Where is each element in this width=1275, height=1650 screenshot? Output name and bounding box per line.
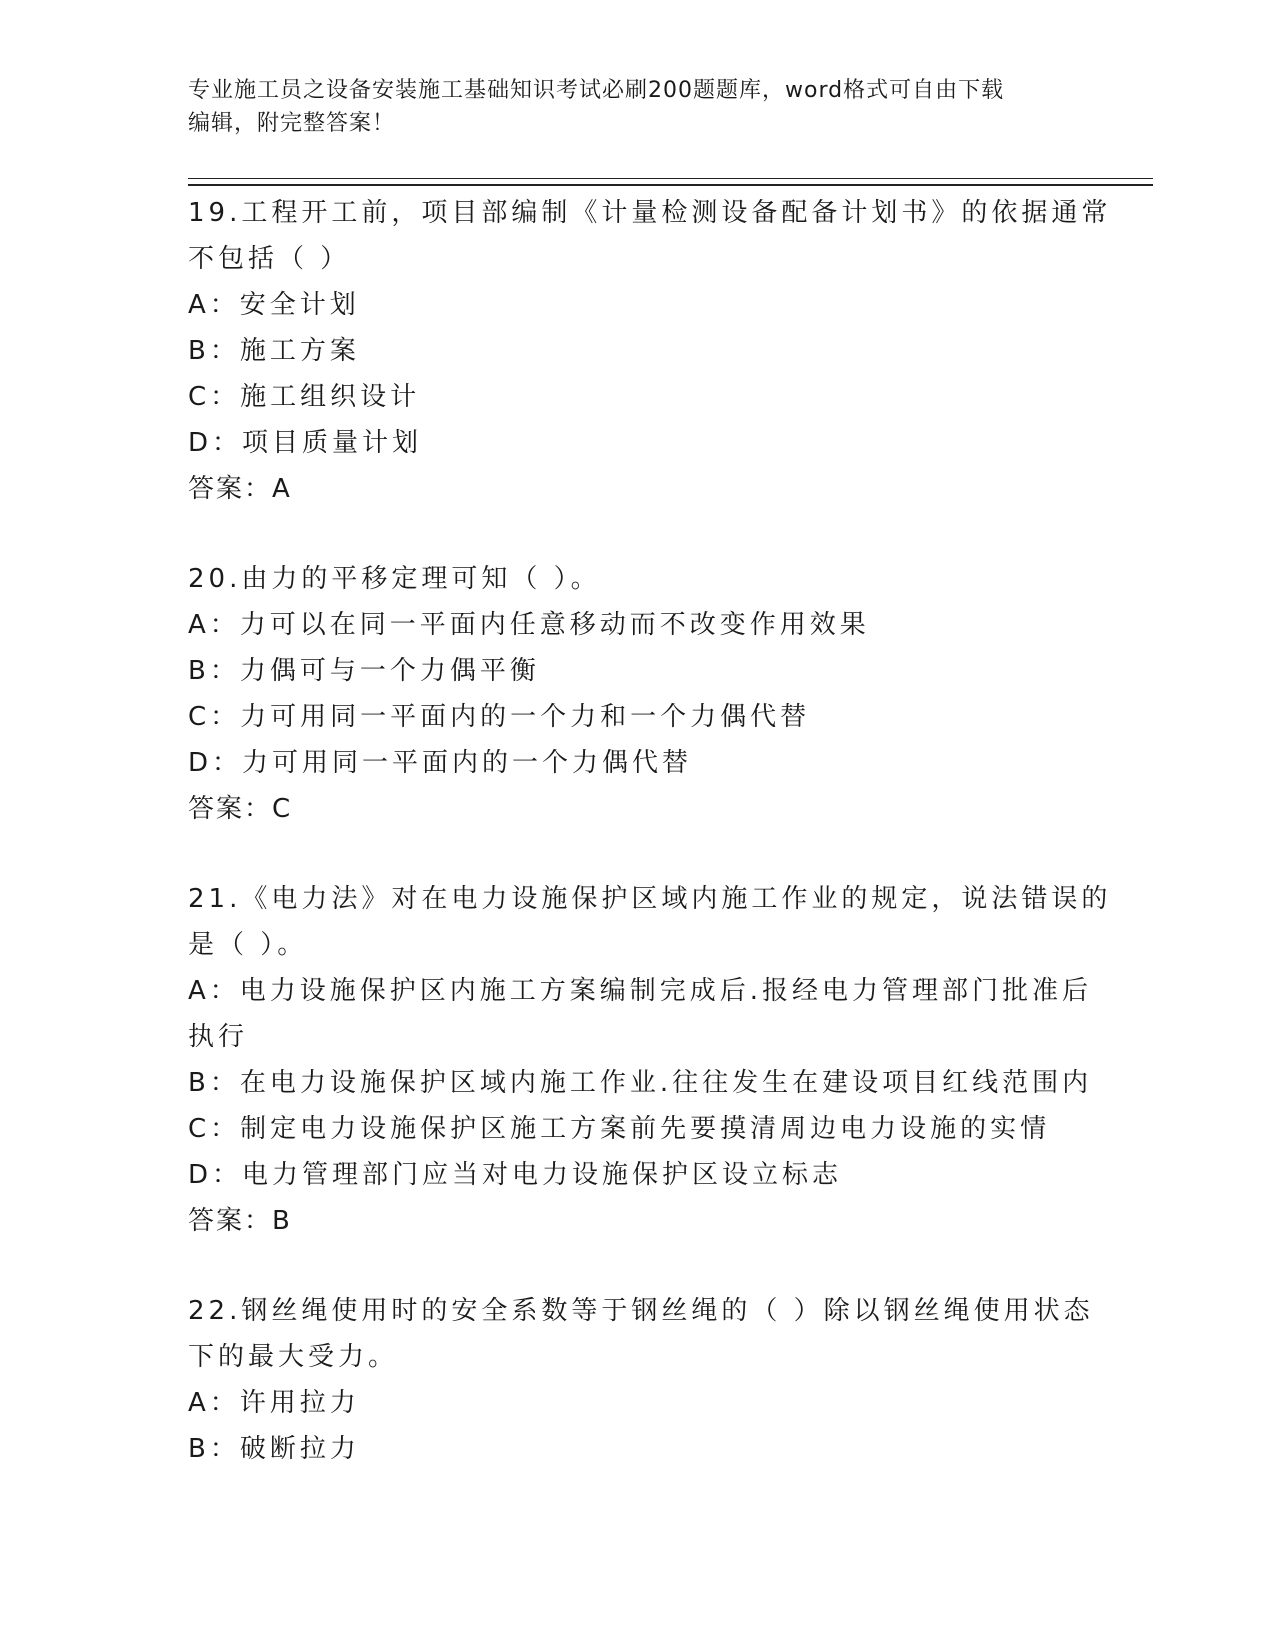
question-21	[188, 876, 1112, 1244]
question-stem-line: 下的最大受力。	[188, 1342, 399, 1372]
question-list	[188, 190, 1112, 1472]
answer-label: 答案：A	[188, 474, 292, 504]
option-d: D：项目质量计划	[188, 428, 423, 458]
question-stem-line: 21.《电力法》对在电力设施保护区域内施工作业的规定，说法错误的	[188, 884, 1112, 914]
option-c: C：施工组织设计	[188, 382, 421, 412]
header-rule	[188, 178, 1153, 186]
header-line-1: 专业施工员之设备安装施工基础知识考试必刷200题题库，word格式可自由下载	[188, 78, 1005, 103]
answer-label: 答案：C	[188, 794, 293, 824]
option-b: B：在电力设施保护区域内施工作业.往往发生在建设项目红线范围内	[188, 1068, 1093, 1098]
document-header	[188, 74, 1068, 140]
option-d: D：力可用同一平面内的一个力偶代替	[188, 748, 693, 778]
option-a: A：安全计划	[188, 290, 360, 320]
option-c: C：力可用同一平面内的一个力和一个力偶代替	[188, 702, 811, 732]
question-stem-line: 20.由力的平移定理可知（ ）。	[188, 564, 601, 594]
question-stem-line: 19.工程开工前，项目部编制《计量检测设备配备计划书》的依据通常	[188, 198, 1112, 228]
option-b: B：力偶可与一个力偶平衡	[188, 656, 540, 686]
option-a: A：许用拉力	[188, 1388, 360, 1418]
header-line-2: 编辑，附完整答案！	[188, 111, 396, 136]
question-stem-line: 是（ ）。	[188, 930, 308, 960]
question-gap	[188, 1244, 1088, 1288]
question-22	[188, 1288, 1094, 1472]
question-gap	[188, 512, 1088, 556]
option-b: B：破断拉力	[188, 1434, 360, 1464]
option-c: C：制定电力设施保护区施工方案前先要摸清周边电力设施的实情	[188, 1114, 1051, 1144]
answer-label: 答案：B	[188, 1206, 292, 1236]
question-19	[188, 190, 1112, 512]
question-gap	[188, 832, 1088, 876]
option-a: A：力可以在同一平面内任意移动而不改变作用效果	[188, 610, 870, 640]
question-20	[188, 556, 1088, 832]
question-stem-line: 不包括（ ）	[188, 244, 351, 274]
option-b: B：施工方案	[188, 336, 360, 366]
option-a: A：电力设施保护区内施工方案编制完成后.报经电力管理部门批准后	[188, 976, 1093, 1006]
option-a-continued: 执行	[188, 1022, 249, 1052]
question-stem-line: 22.钢丝绳使用时的安全系数等于钢丝绳的（ ）除以钢丝绳使用状态	[188, 1296, 1094, 1326]
option-d: D：电力管理部门应当对电力设施保护区设立标志	[188, 1160, 843, 1190]
